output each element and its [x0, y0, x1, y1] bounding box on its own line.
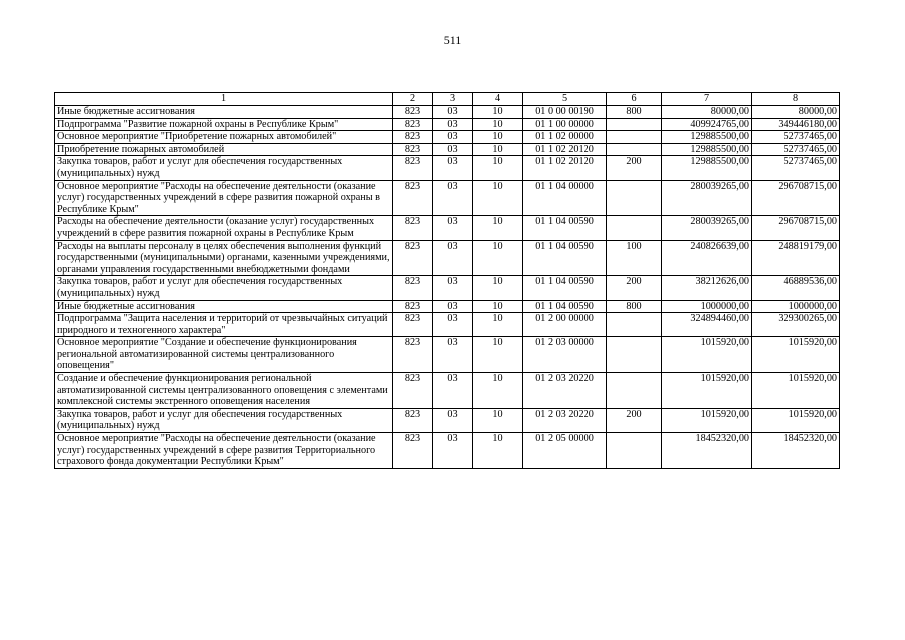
page-number: 511: [443, 33, 462, 47]
cell-ministry-code: 823: [393, 300, 433, 313]
cell-subsection-code: 10: [473, 408, 523, 432]
cell-section-code: 03: [433, 433, 473, 469]
table-body: [55, 106, 840, 469]
cell-amount-year-1: 240826639,00: [662, 240, 752, 276]
cell-amount-year-1: 1000000,00: [662, 300, 752, 313]
cell-expense-type: 200: [607, 156, 662, 180]
cell-amount-year-1: 1015920,00: [662, 373, 752, 409]
cell-ministry-code: 823: [393, 313, 433, 337]
cell-name: Приобретение пожарных автомобилей: [55, 143, 393, 156]
cell-ministry-code: 823: [393, 143, 433, 156]
cell-amount-year-1: 409924765,00: [662, 118, 752, 131]
cell-name: Расходы на выплаты персоналу в целях обеспечения выполнения функций государственными (муниципальными) органами, казенными учреждениями, органами управления государственными внебюджетными фондами: [55, 240, 393, 276]
cell-name: Иные бюджетные ассигнования: [55, 106, 393, 119]
cell-amount-year-1: 1015920,00: [662, 408, 752, 432]
cell-name: Основное мероприятие "Приобретение пожарных автомобилей": [55, 131, 393, 144]
table-row: [55, 373, 840, 409]
cell-ministry-code: 823: [393, 180, 433, 216]
cell-target-article: 01 1 04 00590: [523, 300, 607, 313]
cell-expense-type: [607, 313, 662, 337]
cell-amount-year-1: 38212626,00: [662, 276, 752, 300]
table-row: [55, 337, 840, 373]
cell-target-article: 01 2 00 00000: [523, 313, 607, 337]
column-header: 1: [55, 93, 393, 106]
cell-name: Основное мероприятие "Создание и обеспечение функционирования региональной автоматизированной системы централизованного оповещения": [55, 337, 393, 373]
cell-subsection-code: 10: [473, 276, 523, 300]
cell-amount-year-1: 129885500,00: [662, 131, 752, 144]
cell-amount-year-1: 18452320,00: [662, 433, 752, 469]
cell-amount-year-2: 349446180,00: [752, 118, 840, 131]
cell-section-code: 03: [433, 106, 473, 119]
table-row: [55, 408, 840, 432]
cell-amount-year-2: 1015920,00: [752, 408, 840, 432]
cell-section-code: 03: [433, 300, 473, 313]
table-row: [55, 240, 840, 276]
cell-section-code: 03: [433, 118, 473, 131]
cell-target-article: 01 2 03 20220: [523, 373, 607, 409]
column-header: 5: [523, 93, 607, 106]
table-row: [55, 131, 840, 144]
cell-section-code: 03: [433, 408, 473, 432]
cell-target-article: 01 1 04 00590: [523, 240, 607, 276]
cell-amount-year-2: 1000000,00: [752, 300, 840, 313]
cell-section-code: 03: [433, 313, 473, 337]
cell-name: Подпрограмма "Развитие пожарной охраны в Республике Крым": [55, 118, 393, 131]
cell-name: Подпрограмма "Защита населения и территорий от чрезвычайных ситуаций природного и техногенного характера": [55, 313, 393, 337]
cell-ministry-code: 823: [393, 106, 433, 119]
cell-amount-year-2: 46889536,00: [752, 276, 840, 300]
cell-ministry-code: 823: [393, 156, 433, 180]
table-row: [55, 143, 840, 156]
cell-amount-year-2: 248819179,00: [752, 240, 840, 276]
cell-subsection-code: 10: [473, 156, 523, 180]
cell-amount-year-1: 129885500,00: [662, 143, 752, 156]
cell-subsection-code: 10: [473, 118, 523, 131]
column-header: 3: [433, 93, 473, 106]
table-row: [55, 118, 840, 131]
cell-name: Основное мероприятие "Расходы на обеспечение деятельности (оказание услуг) государственных учреждений в сфере развития пожарной охраны в Республике Крым": [55, 180, 393, 216]
cell-target-article: 01 2 05 00000: [523, 433, 607, 469]
cell-ministry-code: 823: [393, 433, 433, 469]
cell-amount-year-2: 52737465,00: [752, 156, 840, 180]
cell-expense-type: 200: [607, 408, 662, 432]
cell-ministry-code: 823: [393, 118, 433, 131]
cell-amount-year-2: 80000,00: [752, 106, 840, 119]
cell-expense-type: [607, 373, 662, 409]
cell-expense-type: [607, 337, 662, 373]
cell-target-article: 01 0 00 00190: [523, 106, 607, 119]
cell-target-article: 01 1 04 00590: [523, 276, 607, 300]
cell-section-code: 03: [433, 180, 473, 216]
cell-ministry-code: 823: [393, 337, 433, 373]
cell-name: Иные бюджетные ассигнования: [55, 300, 393, 313]
table-row: [55, 180, 840, 216]
cell-name: Закупка товаров, работ и услуг для обеспечения государственных (муниципальных) нужд: [55, 408, 393, 432]
cell-amount-year-2: 296708715,00: [752, 216, 840, 240]
cell-ministry-code: 823: [393, 216, 433, 240]
cell-amount-year-2: 329300265,00: [752, 313, 840, 337]
cell-target-article: 01 1 00 00000: [523, 118, 607, 131]
cell-expense-type: [607, 433, 662, 469]
cell-amount-year-1: 280039265,00: [662, 180, 752, 216]
cell-subsection-code: 10: [473, 131, 523, 144]
cell-section-code: 03: [433, 276, 473, 300]
cell-section-code: 03: [433, 131, 473, 144]
table-row: [55, 276, 840, 300]
cell-amount-year-2: 52737465,00: [752, 143, 840, 156]
cell-section-code: 03: [433, 240, 473, 276]
cell-section-code: 03: [433, 337, 473, 373]
cell-ministry-code: 823: [393, 373, 433, 409]
cell-expense-type: [607, 180, 662, 216]
cell-name: Закупка товаров, работ и услуг для обеспечения государственных (муниципальных) нужд: [55, 276, 393, 300]
cell-name: Основное мероприятие "Расходы на обеспечение деятельности (оказание услуг) государственных учреждений в сфере развития Территориального страхового фонда документации Республики Крым": [55, 433, 393, 469]
cell-expense-type: 200: [607, 276, 662, 300]
cell-amount-year-2: 1015920,00: [752, 337, 840, 373]
cell-amount-year-2: 18452320,00: [752, 433, 840, 469]
cell-target-article: 01 1 04 00590: [523, 216, 607, 240]
cell-ministry-code: 823: [393, 131, 433, 144]
cell-amount-year-2: 296708715,00: [752, 180, 840, 216]
table-row: [55, 156, 840, 180]
cell-section-code: 03: [433, 373, 473, 409]
cell-expense-type: [607, 216, 662, 240]
cell-expense-type: 800: [607, 300, 662, 313]
table-row: [55, 313, 840, 337]
cell-subsection-code: 10: [473, 216, 523, 240]
cell-target-article: 01 2 03 00000: [523, 337, 607, 373]
cell-subsection-code: 10: [473, 143, 523, 156]
cell-subsection-code: 10: [473, 337, 523, 373]
cell-target-article: 01 1 02 20120: [523, 156, 607, 180]
cell-subsection-code: 10: [473, 240, 523, 276]
cell-target-article: 01 1 04 00000: [523, 180, 607, 216]
table-row: [55, 300, 840, 313]
cell-subsection-code: 10: [473, 180, 523, 216]
cell-subsection-code: 10: [473, 106, 523, 119]
cell-name: Закупка товаров, работ и услуг для обеспечения государственных (муниципальных) нужд: [55, 156, 393, 180]
column-header: 8: [752, 93, 840, 106]
cell-amount-year-2: 52737465,00: [752, 131, 840, 144]
budget-table: [54, 92, 840, 469]
cell-ministry-code: 823: [393, 408, 433, 432]
column-header: 7: [662, 93, 752, 106]
table-row: [55, 106, 840, 119]
cell-amount-year-1: 1015920,00: [662, 337, 752, 373]
cell-target-article: 01 1 02 00000: [523, 131, 607, 144]
cell-ministry-code: 823: [393, 276, 433, 300]
cell-section-code: 03: [433, 143, 473, 156]
cell-expense-type: [607, 131, 662, 144]
cell-subsection-code: 10: [473, 433, 523, 469]
cell-target-article: 01 1 02 20120: [523, 143, 607, 156]
cell-target-article: 01 2 03 20220: [523, 408, 607, 432]
column-header: 6: [607, 93, 662, 106]
table-header-row: [55, 93, 840, 106]
column-header: 2: [393, 93, 433, 106]
cell-subsection-code: 10: [473, 373, 523, 409]
cell-name: Расходы на обеспечение деятельности (оказание услуг) государственных учреждений в сфере развития пожарной охраны в Республике Крым: [55, 216, 393, 240]
cell-expense-type: 800: [607, 106, 662, 119]
cell-expense-type: [607, 118, 662, 131]
cell-expense-type: 100: [607, 240, 662, 276]
table-row: [55, 433, 840, 469]
cell-amount-year-1: 280039265,00: [662, 216, 752, 240]
cell-subsection-code: 10: [473, 313, 523, 337]
cell-amount-year-1: 129885500,00: [662, 156, 752, 180]
cell-amount-year-1: 324894460,00: [662, 313, 752, 337]
cell-name: Создание и обеспечение функционирования региональной автоматизированной системы централизованного оповещения с элементами комплексной системы экстренного оповещения населения: [55, 373, 393, 409]
table-row: [55, 216, 840, 240]
cell-amount-year-1: 80000,00: [662, 106, 752, 119]
cell-section-code: 03: [433, 156, 473, 180]
cell-ministry-code: 823: [393, 240, 433, 276]
cell-amount-year-2: 1015920,00: [752, 373, 840, 409]
cell-subsection-code: 10: [473, 300, 523, 313]
column-header: 4: [473, 93, 523, 106]
cell-expense-type: [607, 143, 662, 156]
cell-section-code: 03: [433, 216, 473, 240]
